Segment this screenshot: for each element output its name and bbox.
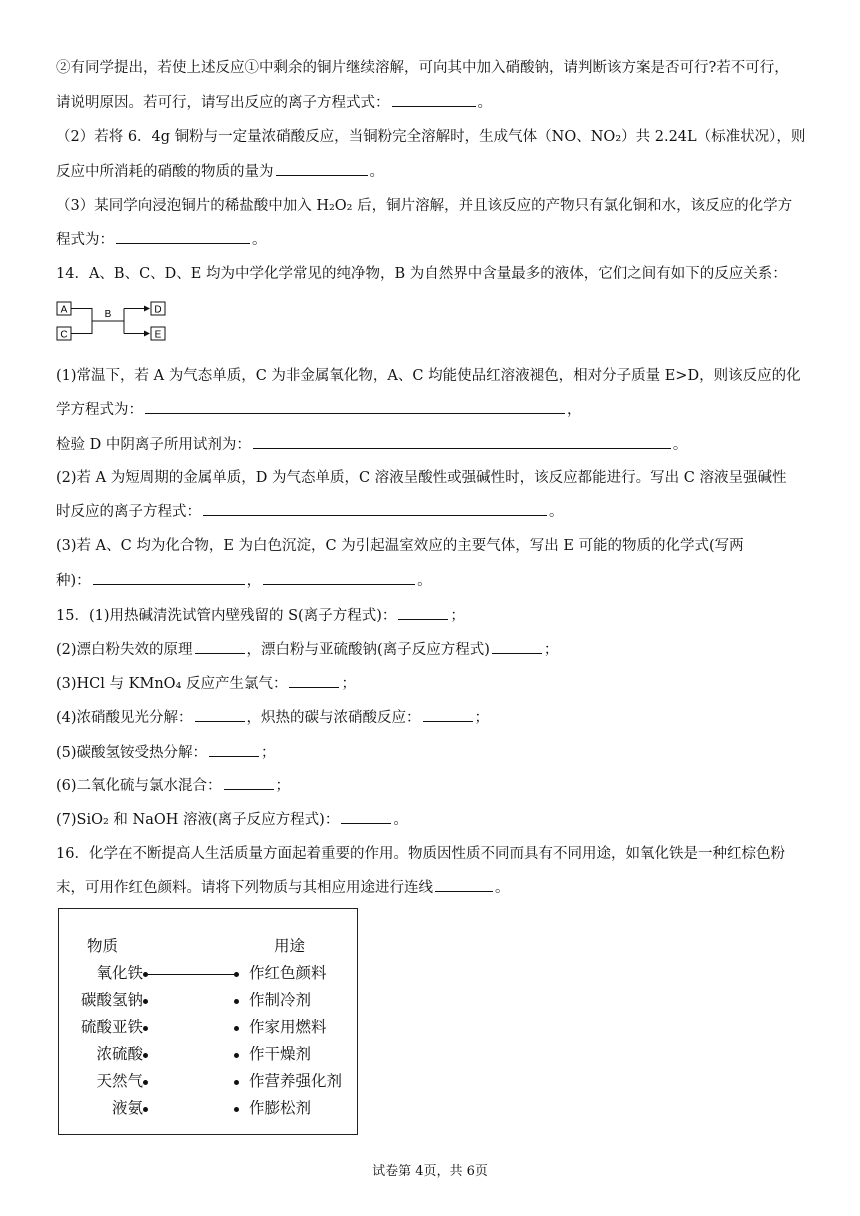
reaction-diagram xyxy=(56,299,176,345)
q13-part3-line1: （3）某同学向浸泡铜片的稀盐酸中加入 H₂O₂ 后，铜片溶解，并且该反应的产物只有氯化铜和水，该反应的化学方 xyxy=(56,198,793,214)
answer-blank[interactable] xyxy=(203,501,547,516)
use-item: 作膨松剂 xyxy=(249,1099,312,1117)
answer-blank[interactable] xyxy=(398,605,448,620)
q14-part3-line2: 种)： ， 。 xyxy=(56,570,432,591)
answer-blank[interactable] xyxy=(116,229,250,244)
q14-stem: 14．A、B、C、D、E 均为中学化学常见的纯净物，B 为自然界中含量最多的液体，它们之间有如下的反应关系： xyxy=(56,266,787,282)
q13-sub2-line1: ②有同学提出，若使上述反应①中剩余的铜片继续溶解，可向其中加入硝酸钠，请判断该方案是否可行?若不可行， xyxy=(56,60,789,76)
right-dot[interactable] xyxy=(234,972,239,977)
answer-blank[interactable] xyxy=(195,639,245,654)
q15-part1: 15．(1)用热碱清洗试管内壁残留的 S(离子方程式)： ； xyxy=(56,605,465,626)
answer-blank[interactable] xyxy=(492,639,542,654)
answer-blank[interactable] xyxy=(209,742,259,757)
right-header: 用途 xyxy=(274,937,306,955)
matching-table xyxy=(58,908,358,1135)
answer-blank[interactable] xyxy=(435,877,493,892)
page-footer: 试卷第 4页，共 6页 xyxy=(372,1164,488,1179)
answer-blank[interactable] xyxy=(145,399,565,414)
use-item: 作家用燃料 xyxy=(249,1018,327,1036)
substance-item: 液氨 xyxy=(111,1099,143,1117)
right-dot[interactable] xyxy=(234,999,239,1004)
right-dot[interactable] xyxy=(234,1026,239,1031)
substance-item: 天然气 xyxy=(96,1072,143,1090)
q14-part1-line2: 学方程式为： ， xyxy=(56,399,582,420)
q15-part6: (6)二氧化硫与氯水混合： ； xyxy=(56,775,290,796)
q13-part2-line1: （2）若将 6．4g 铜粉与一定量浓硝酸反应，当铜粉完全溶解时，生成气体（NO、NO₂）共 2.24L（标准状况），则 xyxy=(56,129,806,145)
label-a: A xyxy=(60,304,68,316)
left-dot[interactable] xyxy=(143,1026,148,1031)
answer-blank[interactable] xyxy=(341,809,391,824)
q16-stem-line1: 16．化学在不断提高人生活质量方面起着重要的作用。物质因性质不同而具有不同用途，如氧化铁是一种红棕色粉 xyxy=(56,846,785,862)
q15-part7: (7)SiO₂ 和 NaOH 溶液(离子反应方程式)： 。 xyxy=(56,809,408,830)
left-dot[interactable] xyxy=(143,999,148,1004)
label-d: D xyxy=(154,304,162,316)
answer-blank[interactable] xyxy=(289,673,339,688)
q13-part2-line2: 反应中所消耗的硝酸的物质的量为 。 xyxy=(56,161,384,182)
substance-item: 浓硫酸 xyxy=(96,1045,143,1063)
right-dot[interactable] xyxy=(234,1080,239,1085)
answer-blank[interactable] xyxy=(195,707,245,722)
use-item: 作红色颜料 xyxy=(249,964,327,982)
answer-blank[interactable] xyxy=(253,434,671,449)
q14-part2-line1: (2)若 A 为短周期的金属单质，D 为气态单质，C 溶液呈酸性或强碱性时，该反应都能进行。写出 C 溶液呈强碱性 xyxy=(56,470,787,486)
connection-line xyxy=(146,974,237,975)
substance-item: 氧化铁 xyxy=(96,964,143,982)
left-dot[interactable] xyxy=(143,1080,148,1085)
substance-item: 硫酸亚铁 xyxy=(80,1018,143,1036)
right-dot[interactable] xyxy=(234,1107,239,1112)
use-item: 作制冷剂 xyxy=(249,991,312,1009)
q14-part1-line1: (1)常温下，若 A 为气态单质，C 为非金属氧化物，A、C 均能使品红溶液褪色，相对分子质量 E>D，则该反应的化 xyxy=(56,368,801,384)
q14-part1-line3: 检验 D 中阴离子所用试剂为： 。 xyxy=(56,434,687,455)
q13-part3-line2: 程式为： 。 xyxy=(56,229,267,250)
q15-part2: (2)漂白粉失效的原理 ，漂白粉与亚硫酸钠(离子反应方程式) ； xyxy=(56,639,558,660)
answer-blank[interactable] xyxy=(423,707,473,722)
label-c: C xyxy=(60,329,68,341)
q16-stem-line2: 末，可用作红色颜料。请将下列物质与其相应用途进行连线 。 xyxy=(56,877,510,898)
q14-part3-line1: (3)若 A、C 均为化合物，E 为白色沉淀，C 为引起温室效应的主要气体，写出 E 可能的物质的化学式(写两 xyxy=(56,538,744,554)
left-dot[interactable] xyxy=(143,1107,148,1112)
q15-part3: (3)HCl 与 KMnO₄ 反应产生氯气： ； xyxy=(56,673,356,694)
q13-sub2-line2: 请说明原因。若可行，请写出反应的离子方程式式： 。 xyxy=(56,92,492,113)
answer-blank[interactable] xyxy=(224,775,274,790)
answer-blank[interactable] xyxy=(276,161,368,176)
use-item: 作营养强化剂 xyxy=(249,1072,343,1090)
right-dot[interactable] xyxy=(234,1053,239,1058)
substance-item: 碳酸氢钠 xyxy=(80,991,143,1009)
answer-blank[interactable] xyxy=(392,92,476,107)
left-dot[interactable] xyxy=(143,1053,148,1058)
label-e: E xyxy=(154,329,162,341)
left-header: 物质 xyxy=(87,937,119,955)
answer-blank[interactable] xyxy=(93,570,245,585)
answer-blank[interactable] xyxy=(263,570,415,585)
use-item: 作干燥剂 xyxy=(249,1045,312,1063)
label-b: B xyxy=(104,309,112,320)
q15-part4: (4)浓硝酸见光分解： ，炽热的碳与浓硝酸反应： ； xyxy=(56,707,489,728)
q15-part5: (5)碳酸氢铵受热分解： ； xyxy=(56,742,276,763)
q14-part2-line2: 时反应的离子方程式： 。 xyxy=(56,501,564,522)
